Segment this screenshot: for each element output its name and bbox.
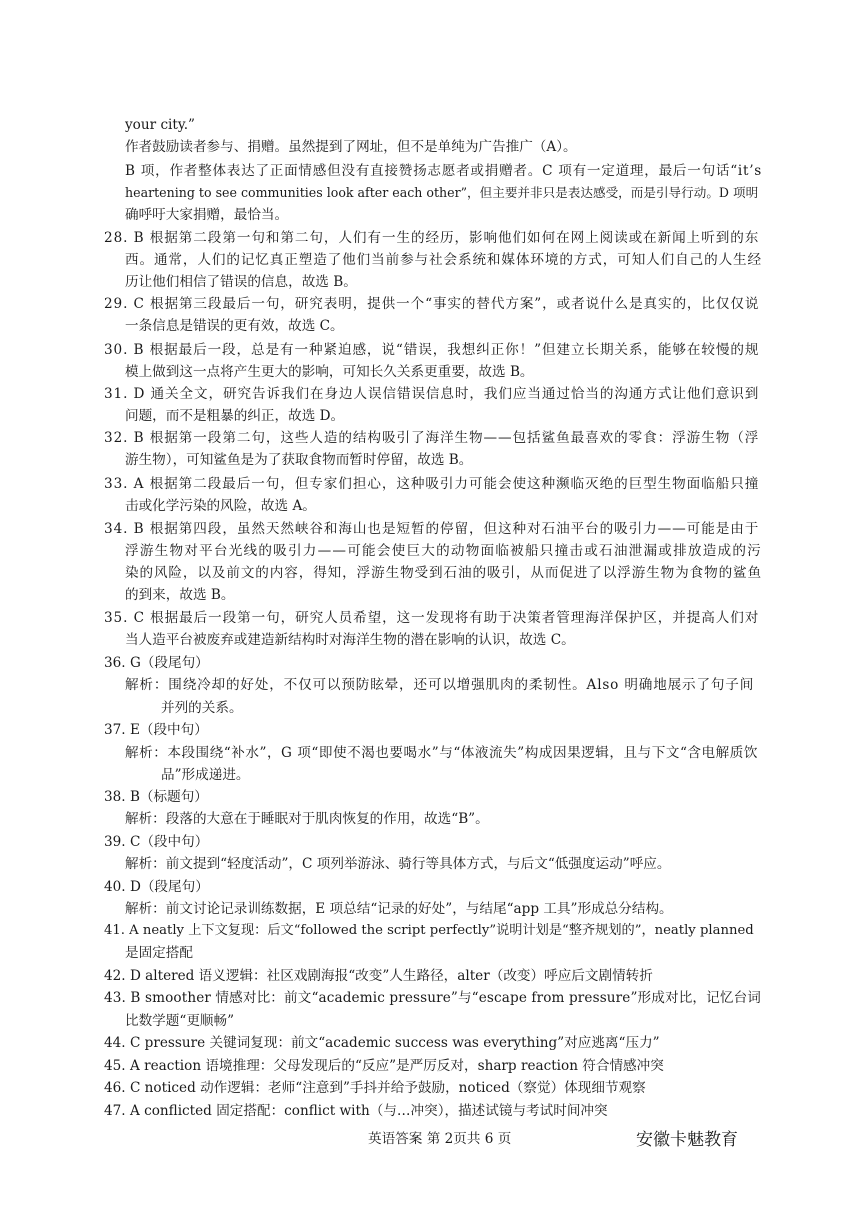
text-line: 解析：前文讨论记录训练数据，E 项总结“记录的好处”，与结尾“app 工具”形成总分结构。 [125, 901, 673, 917]
text-line: 并列的关系。 [161, 700, 243, 716]
text-line: 是固定搭配 [125, 945, 193, 961]
text-line: 45. A reaction 语境推理：父母发现后的“反应”是严厉反对，sharp reaction 符合情感冲突 [104, 1058, 664, 1074]
brand-watermark: 安徽卡魅教育 [636, 1130, 738, 1150]
text-line: 解析：段落的大意在于睡眠对于肌肉恢复的作用，故选“B”。 [125, 811, 489, 827]
text-line: 31. D 通关全文，研究告诉我们在身边人误信错误信息时，我们应当通过恰当的沟通方式让他们意识到 [104, 386, 760, 402]
text-line: 西。通常，人们的记忆真正塑造了他们当前参与社会系统和媒体环境的方式，可知人们自己的人生经 [125, 252, 762, 268]
text-line: 模上做到这一点将产生更大的影响，可知长久关系更重要，故选 B。 [125, 364, 534, 380]
text-line: B 项，作者整体表达了正面情感但没有直接赞扬志愿者或捐赠者。C 项有一定道理，最后一句话“it’s [125, 163, 762, 179]
text-line: 28. B 根据第二段第一句和第二句，人们有一生的经历，影响他们如何在网上阅读或在新闻上听到的东 [104, 230, 760, 246]
text-line: 问题，而不是粗暴的纠正，故选 D。 [125, 408, 345, 424]
text-line: 44. C pressure 关键词复现：前文“academic success was everything”对应逃离“压力” [104, 1035, 660, 1051]
text-line: 32. B 根据第一段第二句，这些人造的结构吸引了海洋生物——包括鲨鱼最喜欢的零食：浮游生物（浮 [104, 430, 760, 446]
text-line: 的到来，故选 B。 [125, 587, 235, 603]
text-line: 30. B 根据最后一段，总是有一种紧迫感，说“错误，我想纠正你！”但建立长期关系，能够在较慢的规 [104, 342, 760, 358]
text-line: 品”形成递进。 [161, 767, 250, 783]
text-line: 作者鼓励读者参与、捐赠。虽然提到了网址，但不是单纯为广告推广（A）。 [125, 139, 577, 155]
text-line: 比数学题“更顺畅” [125, 1013, 235, 1029]
text-line: 43. B smoother 情感对比：前文“academic pressure”与“escape from pressure”形成对比，记忆台词 [104, 990, 762, 1006]
text-line: 37. E（段中句） [104, 722, 208, 738]
text-line: 一条信息是错误的更有效，故选 C。 [125, 318, 344, 334]
text-line: 29. C 根据第三段最后一句，研究表明，提供一个“事实的替代方案”，或者说什么是真实的，比仅仅说 [104, 296, 760, 312]
text-line: 击或化学污染的风险，故选 A。 [125, 498, 316, 514]
text-line: 39. C（段中句） [104, 834, 209, 850]
text-line: 46. C noticed 动作逻辑：老师“注意到”手抖并给予鼓励，noticed（察觉）体现细节观察 [104, 1080, 646, 1096]
page-footer-label: 英语答案 第 2页共 6 页 [368, 1131, 512, 1147]
text-line: 35. C 根据最后一段第一句，研究人员希望，这一发现将有助于决策者管理海洋保护区，并提高人们对 [104, 610, 760, 626]
text-line: 33. A 根据第二段最后一句，但专家们担心，这种吸引力可能会使这种濒临灭绝的巨型生物面临船只撞 [104, 476, 760, 492]
text-line: 42. D altered 语义逻辑：社区戏剧海报“改变”人生路径，alter（改变）呼应后文剧情转折 [104, 968, 653, 984]
text-line: 36. G（段尾句） [104, 655, 209, 671]
text-line: 当人造平台被废弃或建造新结构时对海洋生物的潜在影响的认识，故选 C。 [125, 632, 575, 648]
text-line: 34. B 根据第四段，虽然天然峡谷和海山也是短暂的停留，但这种对石油平台的吸引力——可能是由于 [104, 521, 760, 537]
text-line: 染的风险，以及前文的内容，得知，浮游生物受到石油的吸引，从而促进了以浮游生物为食物的鲨鱼 [125, 565, 762, 581]
text-line: 历让他们相信了错误的信息，故选 B。 [125, 274, 357, 290]
text-line: 确呼吁大家捐赠，最恰当。 [125, 207, 289, 223]
text-line: heartening to see communities look after each other”，但主要并非只是表达感受，而是引导行动。D 项明 [125, 185, 759, 200]
text-line: 解析：本段围绕“补水”，G 项“即使不渴也要喝水”与“体液流失”构成因果逻辑，且与下文“含电解质饮 [125, 745, 758, 761]
text-line: 38. B（标题句） [104, 789, 208, 805]
text-line: 解析：前文提到“轻度活动”，C 项列举游泳、骑行等具体方式，与后文“低强度运动”呼应。 [125, 856, 671, 872]
text-line: your city.” [125, 117, 196, 133]
text-line: 47. A conflicted 固定搭配：conflict with（与…冲突），描述试镜与考试时间冲突 [104, 1103, 608, 1119]
text-line: 解析：围绕冷却的好处，不仅可以预防眩晕，还可以增强肌肉的柔韧性。Also 明确地展示了句子间 [125, 677, 755, 693]
text-line: 41. A neatly 上下文复现：后文“followed the script perfectly”说明计划是“整齐规划的”，neatly planned [104, 923, 754, 938]
text-line: 40. D（段尾句） [104, 879, 209, 895]
text-line: 游生物），可知鲨鱼是为了获取食物而暂时停留，故选 B。 [125, 452, 473, 468]
text-line: 浮游生物对平台光线的吸引力——可能会使巨大的动物面临被船只撞击或石油泄漏或排放造成的污 [125, 543, 762, 559]
